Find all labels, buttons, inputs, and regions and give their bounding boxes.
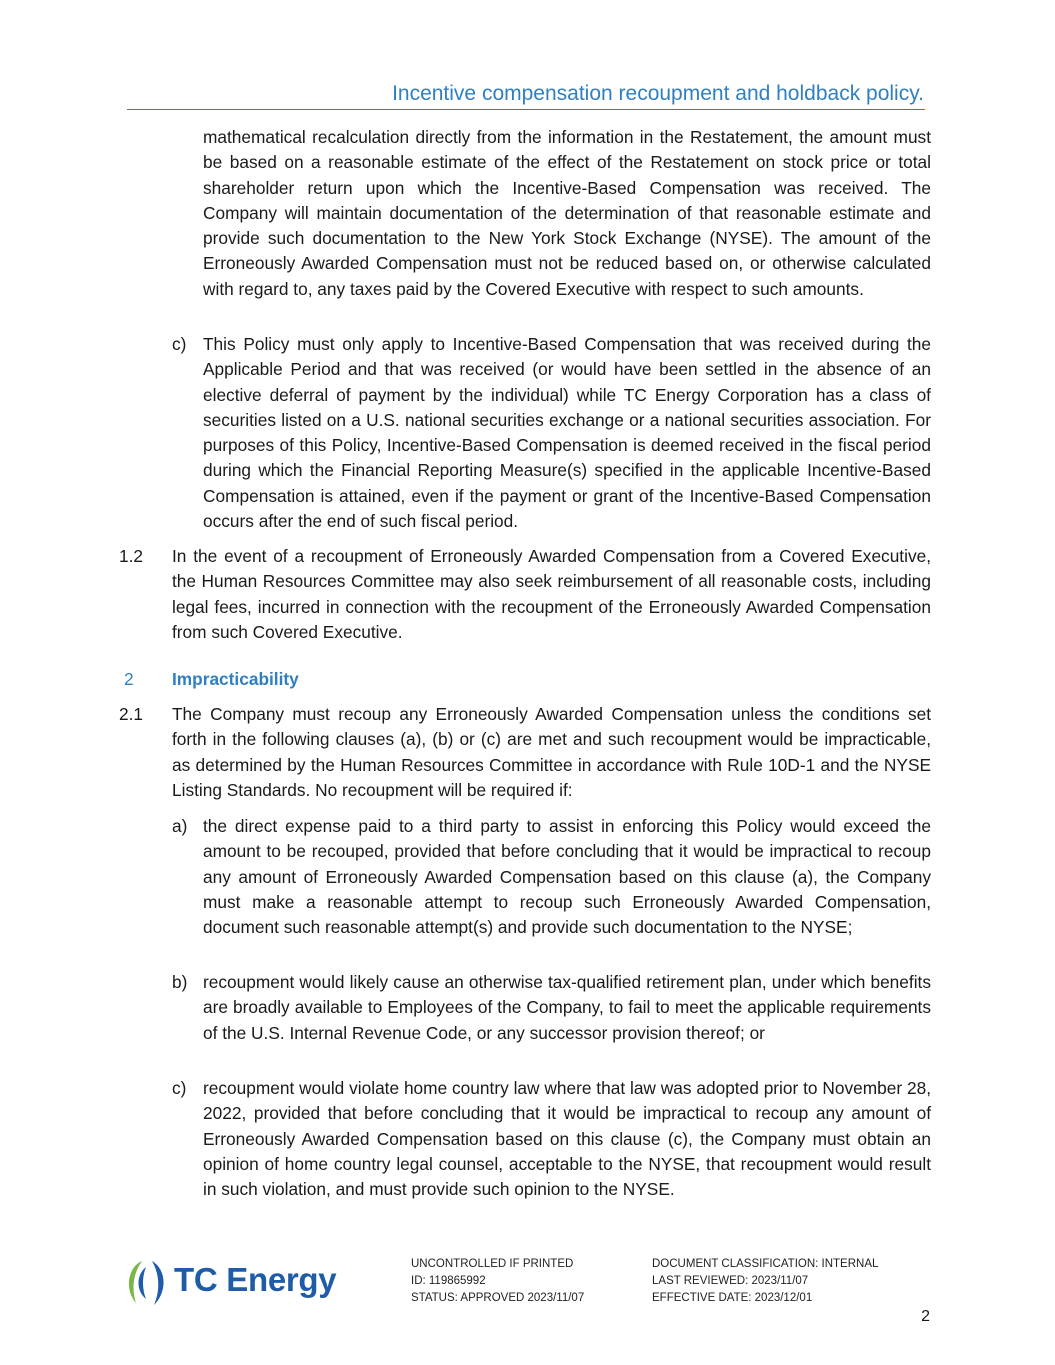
list-item-a: the direct expense paid to a third party to assist in enforcing this Policy would exceed the amount to be recouped, provided that before concluding that it would be impractical to recoup any amount of Erroneously Awarded Compensation based on this clause (a), the Company must make a reasonable attempt to recoup such Erroneously Awarded Compensation, document such reasonable attempt(s) and provide such documentation to the NYSE; — [203, 816, 931, 938]
list-item-c2: recoupment would violate home country law where that law was adopted prior to November 28, 2022, provided that before concluding that it would be impractical to recoup any amount of Erroneously Awarded Compensation based on this clause (c), the Company must obtain an opinion of home country legal counsel, acceptable to the NYSE, that recoupment would result in such violation, and must provide such opinion to the NYSE. — [203, 1078, 931, 1200]
list-label-a: a) — [172, 816, 188, 836]
section-number-2-1: 2.1 — [119, 704, 144, 724]
section-number-1-2: 1.2 — [119, 546, 144, 566]
page-number: 2 — [921, 1308, 930, 1325]
footer-right-info — [652, 1256, 878, 1307]
list-item-b: recoupment would likely cause an otherwise tax-qualified retirement plan, under which benefits are broadly available to Employees of the Company, to fail to meet the applicable requirements of the U.S. Internal Revenue Code, or any successor provision thereof; or — [203, 972, 931, 1043]
footer-last-reviewed: LAST REVIEWED: 2023/11/07 — [652, 1275, 809, 1287]
list-label-c2: c) — [172, 1078, 187, 1098]
tc-energy-logo-mark-icon — [122, 1255, 174, 1311]
section-heading-impracticability: Impracticability — [172, 669, 299, 689]
header-title: Incentive compensation recoupment and holdback policy. — [392, 82, 924, 105]
footer-uncontrolled: UNCONTROLLED IF PRINTED — [411, 1258, 574, 1270]
section-1-2-text: In the event of a recoupment of Erroneously Awarded Compensation from a Covered Executive, the Human Resources Committee may also seek reimbursement of all reasonable costs, including legal fees, incurred in connection with the recoupment of the Erroneously Awarded Compensation from such Covered Executive. — [172, 546, 931, 642]
logo-wordmark: TC Energy — [174, 1261, 337, 1298]
footer-classification: DOCUMENT CLASSIFICATION: INTERNAL — [652, 1258, 879, 1270]
footer-left-info — [411, 1256, 584, 1307]
section-number-2: 2 — [124, 669, 134, 689]
tc-energy-logo — [122, 1255, 362, 1311]
section-2-1-text: The Company must recoup any Erroneously Awarded Compensation unless the conditions set forth in the following clauses (a), (b) or (c) are met and such recoupment would be impracticable, as determined by the Human Resources Committee in accordance with Rule 10D-1 and the NYSE Listing Standards. No recoupment will be required if: — [172, 704, 931, 800]
footer-id: ID: 119865992 — [411, 1275, 486, 1287]
list-label-c1: c) — [172, 334, 187, 354]
header-divider — [127, 109, 925, 110]
footer-effective-date: EFFECTIVE DATE: 2023/12/01 — [652, 1292, 813, 1304]
list-label-b: b) — [172, 972, 188, 992]
continued-paragraph: mathematical recalculation directly from the information in the Restatement, the amount must be based on a reasonable estimate of the effect of the Restatement on stock price or total shareholder return upon which the Incentive-Based Compensation was received. The Company will maintain documentation of the determination of that reasonable estimate and provide such documentation to the New York Stock Exchange (NYSE). The amount of the Erroneously Awarded Compensation must not be reduced based on, or otherwise calculated with regard to, any taxes paid by the Covered Executive with respect to such amounts. — [203, 127, 931, 299]
footer-status: STATUS: APPROVED 2023/11/07 — [411, 1292, 585, 1304]
list-item-c1: This Policy must only apply to Incentive-Based Compensation that was received during the Applicable Period and that was received (or would have been settled in the absence of an elective deferral of payment by the individual) while TC Energy Corporation has a class of securities listed on a U.S. national securities exchange or a national securities association. For purposes of this Policy, Incentive-Based Compensation is deemed received in the fiscal period during which the Financial Reporting Measure(s) specified in the applicable Incentive-Based Compensation is attained, even if the payment or grant of the Incentive-Based Compensation occurs after the end of such fiscal period. — [203, 334, 931, 532]
